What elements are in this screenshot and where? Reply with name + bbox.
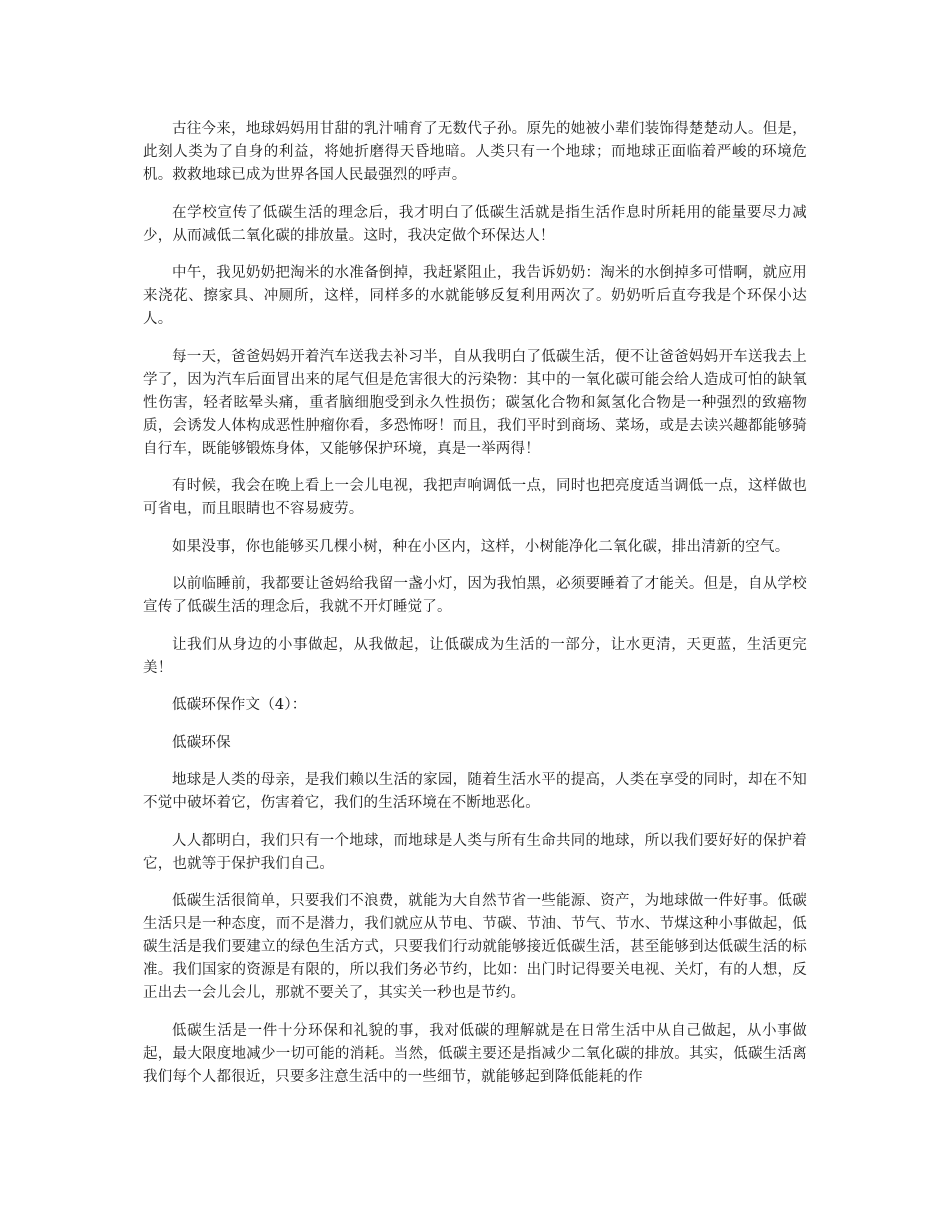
paragraph-low-carbon-polite: 低碳生活是一件十分环保和礼貌的事，我对低碳的理解就是在日常生活中从自己做起，从小事做起，最大限度地减少一切可能的消耗。当然，低碳主要还是指减少二氧化碳的排放。其实，低碳生活离我们每个人都很近，只要多注意生活中的一些细节，就能够起到降低能耗的作 — [143, 1022, 807, 1085]
paragraph-earth-mother: 地球是人类的母亲，是我们赖以生活的家园，随着生活水平的提高，人类在享受的同时，却在不知不觉中破坏着它，伤害着它，我们的生活环境在不断地恶化。 — [143, 772, 807, 811]
essay-title: 低碳环保 — [172, 734, 231, 751]
essay-heading: 低碳环保作文（4）： — [172, 697, 307, 713]
paragraph-night-light: 以前临睡前，我都要让爸妈给我留一盏小灯，因为我怕黑，必须要睡着了才能关。但是，自从学校宣传了低碳生活的理念后，我就不开灯睡觉了。 — [143, 576, 807, 615]
paragraph-intro: 古往今来，地球妈妈用甘甜的乳汁哺育了无数代子孙。原先的她被小辈们装饰得楚楚动人。但是，此刻人类为了自身的利益，将她折磨得天昏地暗。人类只有一个地球；而地球正面临着严峻的环境危机。救救地球已成为世界各国人民最强烈的呼声。 — [143, 121, 807, 183]
paragraph-one-earth: 人人都明白，我们只有一个地球，而地球是人类与所有生命共同的地球，所以我们要好好的保护着它，也就等于保护我们自己。 — [143, 832, 807, 872]
paragraph-car-exhaust: 每一天，爸爸妈妈开着汽车送我去补习半，自从我明白了低碳生活，便不让爸爸妈妈开车送我去上学了，因为汽车后面冒出来的尾气但是危害很大的污染物：其中的一氧化碳可能会给人造成可怕的缺氧性伤害，轻者眩晕头痛，重者脑细胞受到永久性损伤；碳氢化合物和氮氢化合物是一种强烈的致癌物质，会诱发人体构成恶性肿瘤你看，多恐怖呀！而且，我们平时到商场、菜场，或是去读兴趣都能够骑自行车，既能够锻炼身体，又能够保护环境，真是一举两得！ — [143, 348, 807, 457]
paragraph-low-carbon-simple: 低碳生活很简单，只要我们不浪费，就能为大自然节省一些能源、资产，为地球做一件好事。低碳生活只是一种态度，而不是潜力，我们就应从节电、节碳、节油、节气、节水、节煤这种小事做起，低碳生活是我们要建立的绿色生活方式，只要我们行动就能够接近低碳生活，甚至能够到达低碳生活的标准。我们国家的资源是有限的，所以我们务必节约，比如：出门时记得要关电视、关灯，有的人想，反正出去一会儿会儿，那就不要关了，其实关一秒也是节约。 — [143, 893, 807, 1001]
paragraph-conclusion: 让我们从身边的小事做起，从我做起，让低碳成为生活的一部分，让水更清，天更蓝，生活更完美！ — [143, 636, 807, 676]
paragraph-trees: 如果没事，你也能够买几棵小树，种在小区内，这样，小树能净化二氧化碳，排出清新的空气。 — [172, 538, 790, 555]
paragraph-school-concept: 在学校宣传了低碳生活的理念后，我才明白了低碳生活就是指生活作息时所耗用的能量要尽力减少，从而减低二氧化碳的排放量。这时，我决定做个环保达人！ — [143, 204, 807, 244]
paragraph-tv: 有时候，我会在晚上看上一会儿电视，我把声响调低一点，同时也把亮度适当调低一点，这样做也可省电，而且眼睛也不容易疲劳。 — [143, 478, 807, 517]
document-body — [143, 118, 807, 1103]
paragraph-grandma-water: 中午，我见奶奶把淘米的水准备倒掉，我赶紧阻止，我告诉奶奶：淘米的水倒掉多可惜啊，就应用来浇花、擦家具、冲厕所，这样，同样多的水就能够反复利用两次了。奶奶听后直夸我是个环保小达人。 — [143, 265, 807, 327]
